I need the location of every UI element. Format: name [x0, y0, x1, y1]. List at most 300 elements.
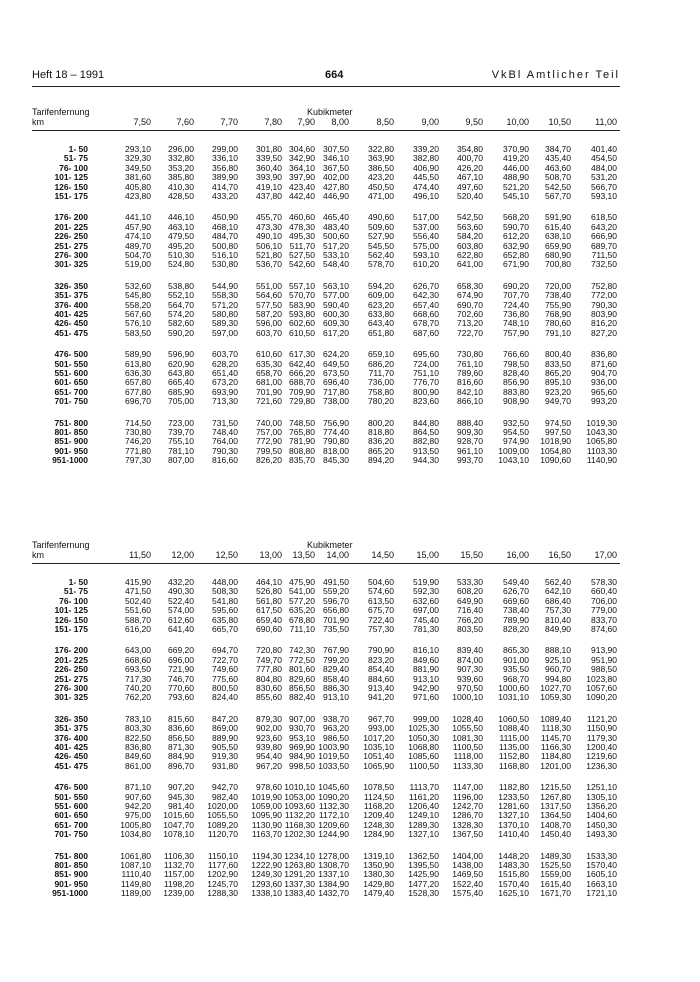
table-cell: 500,80 — [212, 240, 238, 251]
table-cell: 415,90 — [125, 577, 151, 587]
table-cell: 635,20 — [289, 605, 315, 616]
table-cell: 740,20 — [125, 683, 151, 693]
table-cell: 658,30 — [457, 280, 483, 291]
table-cell: 756,90 — [323, 417, 349, 428]
table-cell: 1337,30 — [284, 878, 315, 889]
table-cell: 1161,20 — [408, 791, 439, 802]
table-cell: 965,60 — [591, 386, 617, 397]
table-cell: 497,60 — [457, 181, 483, 192]
table-cell: 296,00 — [168, 144, 194, 154]
table-cell: 789,60 — [457, 368, 483, 378]
table-cell: 568,20 — [503, 212, 529, 223]
table-cell: 1168,20 — [363, 801, 394, 811]
table-cell: 1003,90 — [318, 742, 349, 752]
table-cell: 1089,20 — [207, 819, 238, 830]
table-cell: 626,70 — [413, 280, 439, 291]
table-cell: 427,80 — [323, 181, 349, 192]
table-cell: 500,60 — [323, 231, 349, 242]
table-cell: 668,60 — [125, 654, 151, 665]
table-cell: 666,20 — [289, 368, 315, 378]
table-cell: 561,80 — [256, 595, 282, 606]
table-cell: 974,90 — [503, 436, 529, 447]
table-cell: 993,00 — [368, 723, 394, 734]
table-cell: 1182,80 — [498, 782, 529, 793]
table-cell: 632,60 — [413, 595, 439, 606]
table-cell: 828,20 — [503, 624, 529, 634]
table-cell: 766,20 — [457, 614, 483, 625]
table-cell: 687,60 — [413, 327, 439, 338]
table-cell: 1319,10 — [363, 850, 394, 861]
table-cell: 865,20 — [545, 368, 571, 378]
table-cell: 706,00 — [591, 595, 617, 606]
table-cell: 776,70 — [413, 377, 439, 388]
cubic-meter-label: Kubikmeter — [307, 107, 353, 117]
table-cell: 643,40 — [368, 318, 394, 329]
table-cell: 642,10 — [545, 586, 571, 597]
table-cell: 961,10 — [457, 445, 483, 456]
column-header: 10,00 — [506, 117, 529, 127]
table-cell: 720,80 — [256, 645, 282, 656]
table-cell: 904,70 — [591, 368, 617, 378]
column-header: 15,00 — [416, 550, 439, 560]
row-label: 376- 400 — [54, 732, 88, 743]
table-cell: 800,50 — [212, 683, 238, 693]
table-cell: 954,50 — [503, 427, 529, 437]
row-label: 551- 600 — [54, 801, 88, 811]
table-cell: 558,20 — [125, 299, 151, 310]
table-cell: 1133,30 — [452, 760, 483, 771]
table-cell: 596,70 — [323, 595, 349, 606]
table-cell: 339,20 — [413, 144, 439, 154]
table-cell: 780,60 — [545, 318, 571, 329]
row-label: 76- 100 — [59, 162, 88, 173]
table-cell: 610,60 — [256, 349, 282, 360]
table-cell: 986,50 — [323, 732, 349, 743]
table-cell: 1248,30 — [363, 819, 394, 830]
table-cell: 576,10 — [125, 318, 151, 329]
table-cell: 1068,80 — [408, 742, 439, 752]
table-cell: 423,80 — [125, 191, 151, 201]
table-cell: 360,40 — [256, 162, 282, 173]
table-cell: 816,60 — [457, 377, 483, 388]
table-cell: 474,10 — [125, 231, 151, 242]
table-cell: 353,20 — [168, 162, 194, 173]
row-label: 951-1000 — [52, 888, 88, 899]
table-cell: 1106,30 — [163, 850, 194, 861]
table-cell: 1408,70 — [540, 819, 571, 830]
table-cell: 641,00 — [457, 259, 483, 270]
table-cell: 608,20 — [457, 586, 483, 597]
table-cell: 925,10 — [545, 654, 571, 665]
table-cell: 797,30 — [125, 455, 151, 466]
table-cell: 758,80 — [368, 386, 394, 397]
column-header: 7,70 — [220, 117, 238, 127]
table-cell: 1196,00 — [452, 791, 483, 802]
table-cell: 1090,20 — [318, 791, 349, 802]
table-cell: 612,20 — [503, 231, 529, 242]
table-cell: 1034,80 — [120, 829, 151, 840]
column-header: 7,80 — [264, 117, 282, 127]
table-cell: 861,00 — [125, 760, 151, 771]
row-label: 351- 375 — [54, 723, 88, 734]
header-rule — [32, 86, 620, 87]
table-cell: 723,00 — [168, 417, 194, 428]
table-cell: 406,90 — [413, 162, 439, 173]
table-cell: 1113,70 — [409, 782, 439, 793]
table-cell: 590,40 — [323, 299, 349, 310]
table-cell: 807,00 — [168, 455, 194, 466]
table-cell: 1019,30 — [586, 417, 617, 428]
issue-label: Heft 18 – 1991 — [32, 69, 105, 81]
table-cell: 1028,40 — [452, 713, 483, 724]
table-cell: 722,40 — [368, 614, 394, 625]
table-cell: 651,80 — [368, 327, 394, 338]
table-cell: 1522,40 — [452, 878, 483, 889]
table-cell: 951,90 — [591, 654, 617, 665]
table-cell: 564,70 — [168, 299, 194, 310]
table-cell: 714,50 — [125, 417, 151, 428]
row-label: 301- 325 — [54, 692, 88, 703]
table-cell: 896,70 — [168, 760, 194, 771]
table-cell: 1150,90 — [586, 723, 617, 734]
table-cell: 536,70 — [256, 259, 282, 270]
table-cell: 563,60 — [457, 221, 483, 232]
table-cell: 464,10 — [256, 577, 282, 587]
table-cell: 982,40 — [212, 791, 238, 802]
table-cell: 1575,40 — [452, 888, 483, 899]
table-cell: 593,10 — [413, 250, 439, 260]
table-cell: 768,90 — [545, 309, 571, 319]
table-cell: 432,20 — [168, 577, 194, 587]
table-cell: 402,00 — [323, 172, 349, 183]
table-cell: 545,10 — [503, 191, 529, 201]
row-label: 101- 125 — [54, 605, 88, 616]
table-cell: 435,40 — [545, 153, 571, 164]
row-label: 801- 850 — [54, 860, 88, 870]
cubic-meter-label: Kubikmeter — [307, 540, 353, 550]
row-label: 351- 375 — [54, 290, 88, 301]
table-cell: 1147,00 — [452, 782, 483, 793]
table-cell: 657,80 — [125, 377, 151, 388]
table-cell: 1338,10 — [251, 888, 282, 899]
table-cell: 1043,30 — [586, 427, 617, 437]
table-cell: 1050,30 — [408, 732, 439, 743]
table-cell: 527,90 — [368, 231, 394, 242]
table-cell: 1177,60 — [207, 860, 238, 870]
table-cell: 932,50 — [503, 417, 529, 428]
table-cell: 999,00 — [413, 713, 439, 724]
km-label: km — [32, 117, 44, 127]
row-label: 601- 650 — [54, 810, 88, 821]
table-cell: 830,60 — [256, 683, 282, 693]
table-cell: 942,20 — [125, 801, 151, 811]
table-cell: 589,30 — [212, 318, 238, 329]
table-cell: 1033,50 — [318, 760, 349, 771]
table-cell: 450,50 — [368, 181, 394, 192]
table-cell: 901,00 — [503, 654, 529, 665]
row-label: 851- 900 — [54, 869, 88, 880]
row-label: 501- 550 — [54, 791, 88, 802]
table-cell: 907,00 — [289, 713, 315, 724]
column-header: 16,00 — [506, 550, 529, 560]
table-cell: 1570,40 — [586, 860, 617, 870]
table-cell: 833,70 — [591, 614, 617, 625]
table-cell: 533,10 — [323, 250, 349, 260]
table-cell: 1202,30 — [284, 829, 315, 840]
table-cell: 649,50 — [323, 358, 349, 369]
table-cell: 1090,60 — [540, 455, 571, 466]
table-cell: 1179,30 — [586, 732, 617, 743]
table-cell: 642,40 — [289, 358, 315, 369]
table-cell: 1168,80 — [498, 760, 529, 771]
table-cell: 711,70 — [368, 368, 394, 378]
table-cell: 777,80 — [256, 664, 282, 675]
table-cell: 381,60 — [125, 172, 151, 183]
row-label: 701- 750 — [54, 396, 88, 407]
table-cell: 736,80 — [503, 309, 529, 319]
table-cell: 1100,50 — [408, 760, 439, 771]
table-cell: 749,70 — [256, 654, 282, 665]
table-cell: 702,60 — [457, 309, 483, 319]
table-cell: 666,90 — [591, 231, 617, 242]
table-cell: 1149,80 — [120, 878, 151, 889]
column-header: 12,00 — [171, 550, 194, 560]
table-cell: 1168,30 — [284, 819, 315, 830]
table-cell: 874,60 — [591, 624, 617, 634]
table-cell: 804,80 — [256, 673, 282, 684]
table-cell: 800,90 — [413, 386, 439, 397]
row-label: 201- 225 — [54, 221, 88, 232]
table-cell: 894,20 — [368, 455, 394, 466]
table-cell: 502,40 — [125, 595, 151, 606]
table-cell: 610,50 — [289, 327, 315, 338]
table-cell: 1528,30 — [408, 888, 439, 899]
column-header: 11,50 — [129, 550, 151, 560]
table-cell: 1605,10 — [586, 869, 617, 880]
table-cell: 618,50 — [591, 212, 617, 223]
table-cell: 693,50 — [125, 664, 151, 675]
table-cell: 938,70 — [323, 713, 349, 724]
table-cell: 504,60 — [368, 577, 394, 587]
table-cell: 678,80 — [289, 614, 315, 625]
table-cell: 913,10 — [413, 673, 439, 684]
table-cell: 888,10 — [545, 645, 571, 656]
table-cell: 849,60 — [413, 654, 439, 665]
table-cell: 567,70 — [545, 191, 571, 201]
table-cell: 836,20 — [368, 436, 394, 447]
row-label: 376- 400 — [54, 299, 88, 310]
table-cell: 571,20 — [212, 299, 238, 310]
table-cell: 798,50 — [503, 358, 529, 369]
table-cell: 520,40 — [457, 191, 483, 201]
table-cell: 613,50 — [368, 595, 394, 606]
table-cell: 1103,30 — [586, 445, 617, 456]
row-label: 901- 950 — [54, 445, 88, 456]
table-cell: 562,40 — [368, 250, 394, 260]
table-cell: 382,80 — [413, 153, 439, 164]
table-cell: 610,20 — [413, 259, 439, 270]
table-cell: 651,40 — [212, 368, 238, 378]
table-cell: 700,80 — [545, 259, 571, 270]
row-label: 501- 550 — [54, 358, 88, 369]
table-cell: 524,80 — [168, 259, 194, 270]
table-cell: 774,40 — [323, 427, 349, 437]
table-cell: 685,90 — [168, 386, 194, 397]
column-header: 14,00 — [326, 550, 349, 560]
table-cell: 713,20 — [457, 318, 483, 329]
table-cell: 617,30 — [289, 349, 315, 360]
table-cell: 713,30 — [212, 396, 238, 407]
table-cell: 939,80 — [256, 742, 282, 752]
table-cell: 1145,70 — [540, 732, 571, 743]
table-cell: 1140,90 — [586, 455, 617, 466]
row-label: 801- 850 — [54, 427, 88, 437]
table-cell: 1233,50 — [498, 791, 529, 802]
table-cell: 584,20 — [457, 231, 483, 242]
table-cell: 779,00 — [591, 605, 617, 616]
table-cell: 739,70 — [168, 427, 194, 437]
row-label: 901- 950 — [54, 878, 88, 889]
table-cell: 823,60 — [413, 396, 439, 407]
table-cell: 1215,50 — [540, 782, 571, 793]
table-cell: 882,80 — [413, 436, 439, 447]
table-cell: 738,00 — [323, 396, 349, 407]
table-cell: 882,40 — [289, 692, 315, 703]
table-cell: 659,40 — [256, 614, 282, 625]
table-cell: 1055,50 — [452, 723, 483, 734]
table-cell: 889,90 — [212, 732, 238, 743]
table-cell: 823,20 — [368, 654, 394, 665]
table-cell: 437,80 — [256, 191, 282, 201]
row-label: 1- 50 — [68, 577, 88, 587]
table-cell: 1055,50 — [207, 810, 238, 821]
table-cell: 836,60 — [168, 723, 194, 734]
table-cell: 591,90 — [545, 212, 571, 223]
table-cell: 622,80 — [457, 250, 483, 260]
table-cell: 635,80 — [212, 614, 238, 625]
table-cell: 356,80 — [212, 162, 238, 173]
table-cell: 881,90 — [413, 664, 439, 675]
column-header: 7,60 — [176, 117, 194, 127]
row-label: 651- 700 — [54, 819, 88, 830]
table-cell: 600,30 — [323, 309, 349, 319]
table-cell: 1281,60 — [498, 801, 529, 811]
table-cell: 478,30 — [289, 221, 315, 232]
table-cell: 446,00 — [503, 162, 529, 173]
table-cell: 531,20 — [591, 172, 617, 183]
table-cell: 563,10 — [323, 280, 349, 291]
row-label: 701- 750 — [54, 829, 88, 840]
table-cell: 833,50 — [545, 358, 571, 369]
table-cell: 871,30 — [168, 742, 194, 752]
row-label: 226- 250 — [54, 664, 88, 675]
row-label: 176- 200 — [54, 212, 88, 223]
table-cell: 978,60 — [256, 782, 282, 793]
table-cell: 1317,50 — [540, 801, 571, 811]
table-cell: 446,10 — [168, 212, 194, 223]
table-cell: 419,10 — [256, 181, 282, 192]
table-cell: 1477,20 — [408, 878, 439, 889]
table-cell: 346,10 — [323, 153, 349, 164]
table-cell: 1093,60 — [284, 801, 315, 811]
row-label: 101- 125 — [54, 172, 88, 183]
column-header: 15,50 — [460, 550, 483, 560]
table-cell: 1450,30 — [586, 819, 617, 830]
table-cell: 720,00 — [545, 280, 571, 291]
table-cell: 339,50 — [256, 153, 282, 164]
table-cell: 522,40 — [168, 595, 194, 606]
table-cell: 954,40 — [256, 751, 282, 762]
table-cell: 690,60 — [256, 624, 282, 634]
page-number: 664 — [325, 69, 344, 81]
table-cell: 592,30 — [413, 586, 439, 597]
table-cell: 764,00 — [212, 436, 238, 447]
table-cell: 945,30 — [168, 791, 194, 802]
column-header: 7,50 — [133, 117, 151, 127]
table-cell: 496,10 — [413, 191, 439, 201]
table-cell: 751,10 — [413, 368, 439, 378]
table-cell: 757,30 — [368, 624, 394, 634]
table-cell: 1448,20 — [498, 850, 529, 861]
table-cell: 564,60 — [256, 290, 282, 301]
table-cell: 1479,40 — [363, 888, 394, 899]
table-cell: 856,90 — [503, 377, 529, 388]
table-cell: 364,10 — [289, 162, 315, 173]
table-cell: 866,10 — [457, 396, 483, 407]
table-cell: 765,80 — [289, 427, 315, 437]
row-label: 551- 600 — [54, 368, 88, 378]
table-cell: 799,50 — [256, 445, 282, 456]
table-cell: 1118,30 — [541, 723, 571, 734]
table-cell: 923,20 — [545, 386, 571, 397]
table-cell: 643,80 — [168, 368, 194, 378]
column-header: 7,90 — [297, 117, 315, 127]
table-cell: 615,40 — [545, 221, 571, 232]
table-cell: 566,70 — [591, 181, 617, 192]
table-cell: 400,70 — [457, 153, 483, 164]
table-cell: 971,60 — [413, 692, 439, 703]
table-cell: 389,90 — [212, 172, 238, 183]
table-cell: 960,70 — [545, 664, 571, 675]
row-label: 326- 350 — [54, 280, 88, 291]
table-cell: 641,40 — [168, 624, 194, 634]
table-cell: 638,10 — [545, 231, 571, 242]
table-cell: 722,70 — [212, 654, 238, 665]
table-cell: 1200,40 — [586, 742, 617, 752]
table-cell: 1121,20 — [586, 713, 617, 724]
row-label: 251- 275 — [54, 240, 88, 251]
table-cell: 969,90 — [289, 742, 315, 752]
table-cell: 549,40 — [503, 577, 529, 587]
table-cell: 386,50 — [368, 162, 394, 173]
table-cell: 770,60 — [168, 683, 194, 693]
table-cell: 490,60 — [368, 212, 394, 223]
table-cell: 545,80 — [125, 290, 151, 301]
row-label: 226- 250 — [54, 231, 88, 242]
table-cell: 1625,10 — [498, 888, 529, 899]
table-cell: 967,70 — [368, 713, 394, 724]
table-cell: 696,00 — [168, 654, 194, 665]
table-cell: 545,50 — [368, 240, 394, 251]
table-cell: 1047,70 — [163, 819, 194, 830]
table-cell: 771,80 — [125, 445, 151, 456]
table-cell: 1671,70 — [540, 888, 571, 899]
table-cell: 1370,10 — [498, 819, 529, 830]
table-cell: 998,50 — [289, 760, 315, 771]
table-cell: 1362,50 — [408, 850, 439, 861]
table-cell: 596,90 — [168, 349, 194, 360]
table-cell: 1364,50 — [540, 810, 571, 821]
